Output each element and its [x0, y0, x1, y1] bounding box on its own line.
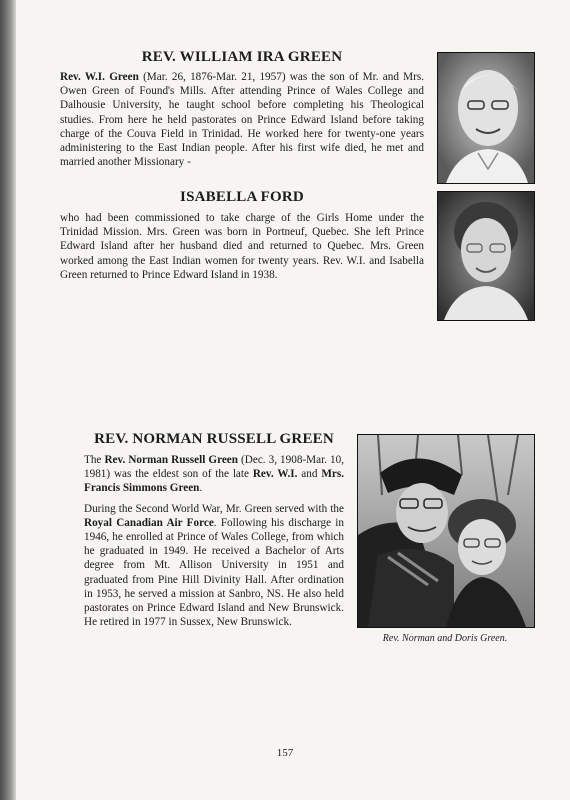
heading-william-ira-green: REV. WILLIAM IRA GREEN: [141, 49, 343, 65]
section-william-ira-green: [60, 48, 424, 169]
text-fragment: (Dec. 3, 1908-Mar. 10, 1981) was the eldest son of the late: [84, 454, 345, 481]
norman-doris-image: [358, 435, 534, 627]
portrait-photo-william-green: [437, 52, 535, 184]
bold-name-norman: Rev. Norman Russell Green: [104, 454, 238, 466]
text-fragment: .: [199, 482, 203, 495]
text-fragment: During the Second World War, Mr. Green served with the: [84, 502, 344, 515]
bio-william-ira-green: [60, 70, 424, 169]
bio-norman-paragraph-2: [84, 502, 344, 630]
book-spine-shadow: [0, 0, 16, 800]
bio-norman-paragraph-1: [84, 453, 344, 496]
bio-isabella-ford: who had been commissioned to take charge of the Girls Home under the Trinidad Mission. Mrs. Green was born in Portneuf, Quebec. She left Prince Edward Island after her husband died and returned to Quebec. Mrs. Green worked among the East Indian women for twenty years. Rev. W.I. and Isabella Green returned to Prince Edward Island in 1938.: [60, 212, 424, 281]
portrait-isabella-ford-image: [438, 192, 534, 320]
text-fragment: and: [297, 468, 322, 481]
bold-name-francis: Mrs. Francis Simmons Green: [84, 468, 345, 495]
bio-text: (Mar. 26, 1876-Mar. 21, 1957) was the son of Mr. and Mrs. Owen Green of Found's Mills. After attending Prince of Wales College and Dalhousie University, he taught school before completing his Theological studies. From here he held pastorates on Prince Edward Island before taking charge of the Couva Field in Trinidad. He worked here for twenty-one years administering to the East Indian people. After his first wife died, he met and married another Missionary -: [60, 71, 424, 169]
portrait-photo-isabella-ford: [437, 191, 535, 321]
text-fragment: The: [84, 454, 105, 466]
text-fragment: . Following his discharge in 1946, he enrolled at Prince of Wales College, from which he graduated in 1949. He received a Bachelor of Arts degree from Mt. Allison University in 1951 and graduated from Pine Hill Divinity Hall. After ordination in 1953, he served a mission at Sanbro, NS. He also held pastorates on Prince Edward Island and New Brunswick. He retired in 1977 in Sussex, New Brunswick.: [84, 516, 344, 629]
bold-name-wi: Rev. W.I.: [252, 468, 298, 481]
photo-norman-and-doris-green: [357, 434, 535, 628]
heading-isabella-ford: ISABELLA FORD: [180, 189, 304, 205]
bio-name-bold: Rev. W.I. Green: [60, 71, 139, 83]
section-norman-russell-green: [84, 430, 344, 629]
section-isabella-ford: [60, 188, 424, 282]
heading-norman-russell-green: REV. NORMAN RUSSELL GREEN: [94, 431, 334, 447]
page-number: 157: [276, 747, 294, 759]
portrait-william-green-image: [438, 53, 534, 183]
photo-caption: Rev. Norman and Doris Green.: [382, 633, 508, 644]
bold-rcaf: Royal Canadian Air Force: [84, 516, 214, 529]
